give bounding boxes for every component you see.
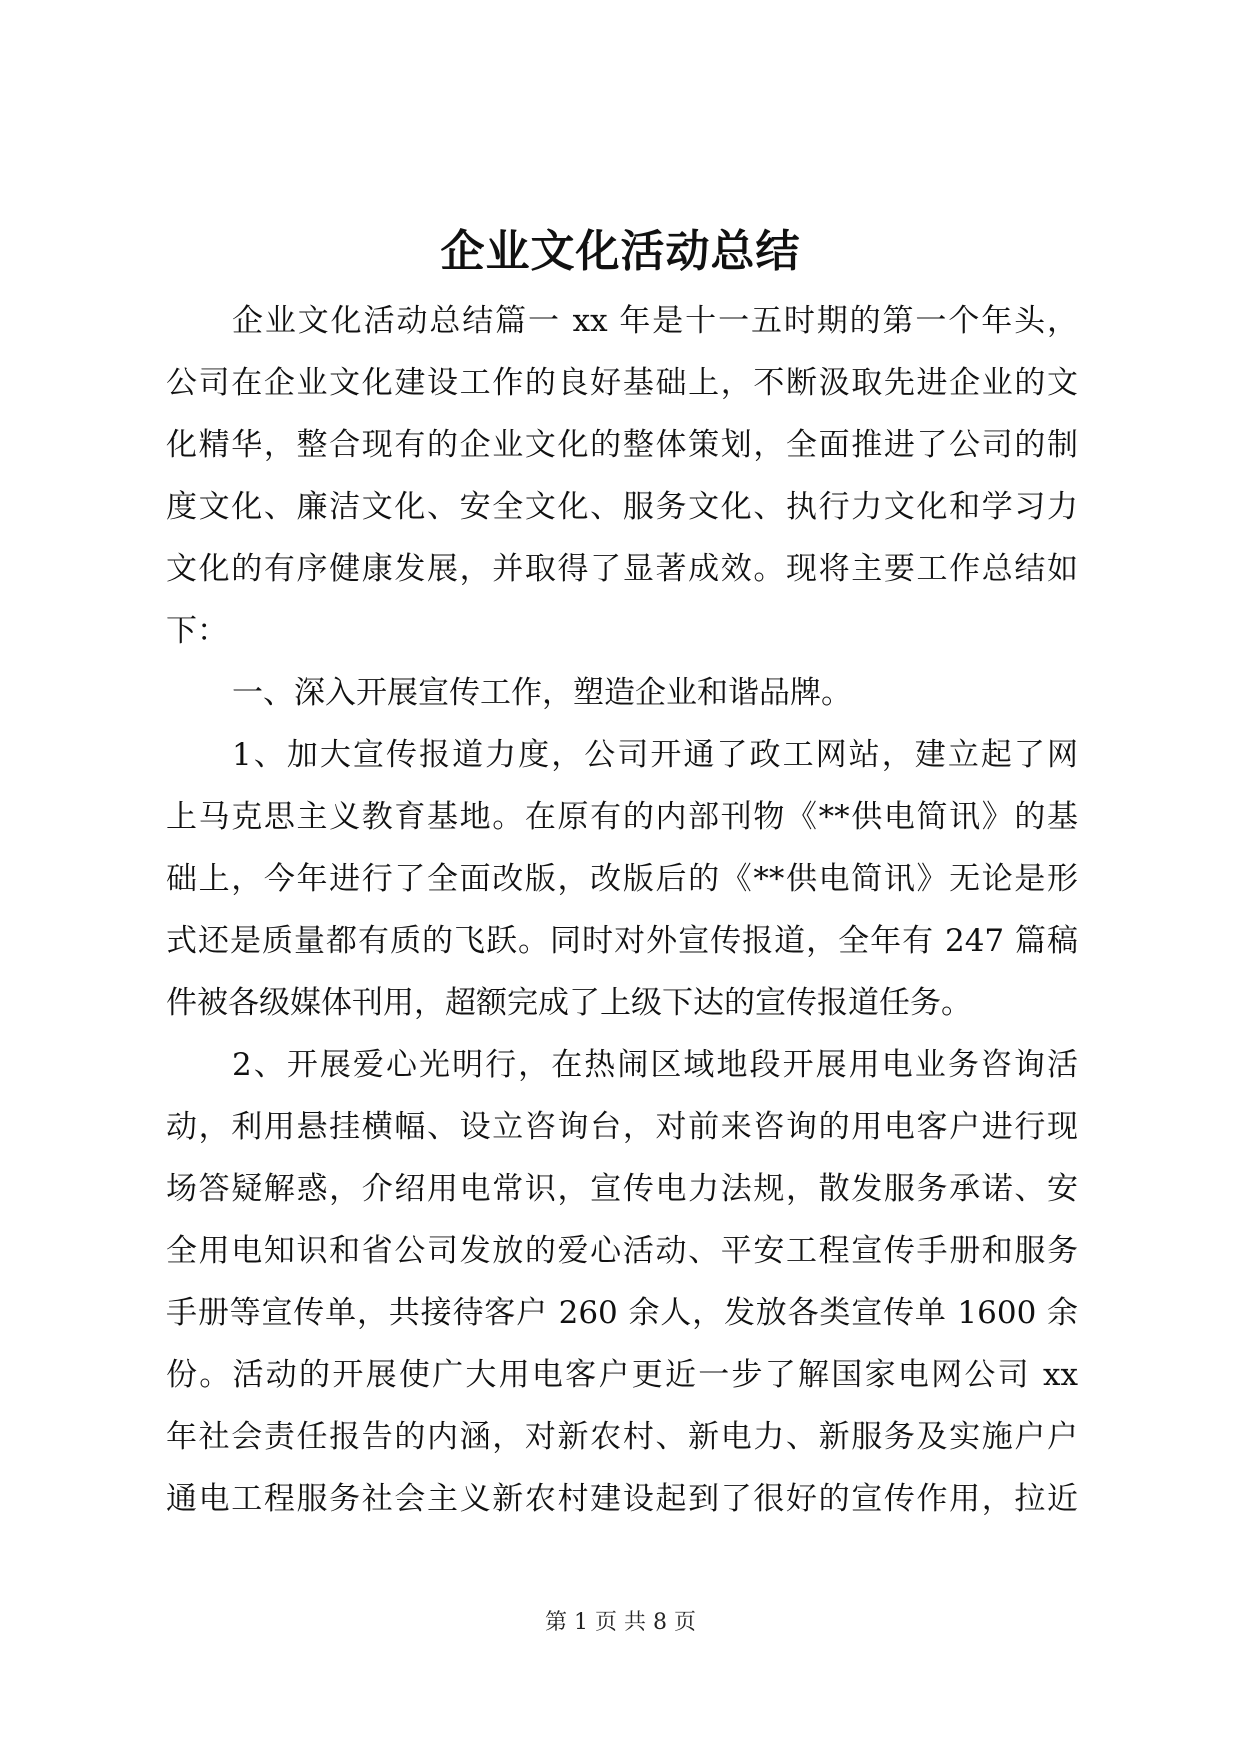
paragraph-line: 件被各级媒体刊用，超额完成了上级下达的宣传报道任务。 (166, 985, 972, 1021)
paragraph-line: 文化的有序健康发展，并取得了显著成效。现将主要工作总结如 (166, 551, 1078, 587)
paragraph-line: 手册等宣传单，共接待客户 260 余人，发放各类宣传单 1600 余 (166, 1295, 1078, 1331)
paragraph-line: 上马克思主义教育基地。在原有的内部刊物《**供电简讯》的基 (166, 799, 1078, 835)
paragraph-line: 2、开展爱心光明行，在热闹区域地段开展用电业务咨询活 (232, 1047, 1078, 1083)
page-number-footer: 第 1 页 共 8 页 (545, 1610, 696, 1635)
paragraph-line: 公司在企业文化建设工作的良好基础上，不断汲取先进企业的文 (166, 365, 1078, 401)
paragraph-line: 年社会责任报告的内涵，对新农村、新电力、新服务及实施户户 (166, 1419, 1078, 1455)
section-heading: 一、深入开展宣传工作，塑造企业和谐品牌。 (232, 675, 852, 711)
paragraph-line: 企业文化活动总结篇一 xx 年是十一五时期的第一个年头， (232, 303, 1078, 339)
paragraph-line: 全用电知识和省公司发放的爱心活动、平安工程宣传手册和服务 (166, 1233, 1078, 1269)
paragraph-line: 动，利用悬挂横幅、设立咨询台，对前来咨询的用电客户进行现 (166, 1109, 1078, 1145)
paragraph-line: 度文化、廉洁文化、安全文化、服务文化、执行力文化和学习力 (166, 489, 1078, 525)
paragraph-line: 下： (166, 613, 228, 649)
paragraph-line: 式还是质量都有质的飞跃。同时对外宣传报道，全年有 247 篇稿 (166, 923, 1078, 959)
document-title: 企业文化活动总结 (440, 226, 801, 277)
paragraph-line: 1、加大宣传报道力度，公司开通了政工网站，建立起了网 (232, 737, 1078, 773)
paragraph-line: 场答疑解惑，介绍用电常识，宣传电力法规，散发服务承诺、安 (166, 1171, 1078, 1207)
document-body (166, 290, 1078, 1530)
paragraph-line: 通电工程服务社会主义新农村建设起到了很好的宣传作用，拉近 (166, 1481, 1078, 1517)
paragraph-line: 份。活动的开展使广大用电客户更近一步了解国家电网公司 xx (166, 1357, 1078, 1393)
paragraph-line: 化精华，整合现有的企业文化的整体策划，全面推进了公司的制 (166, 427, 1078, 463)
paragraph-line: 础上，今年进行了全面改版，改版后的《**供电简讯》无论是形 (166, 861, 1078, 897)
